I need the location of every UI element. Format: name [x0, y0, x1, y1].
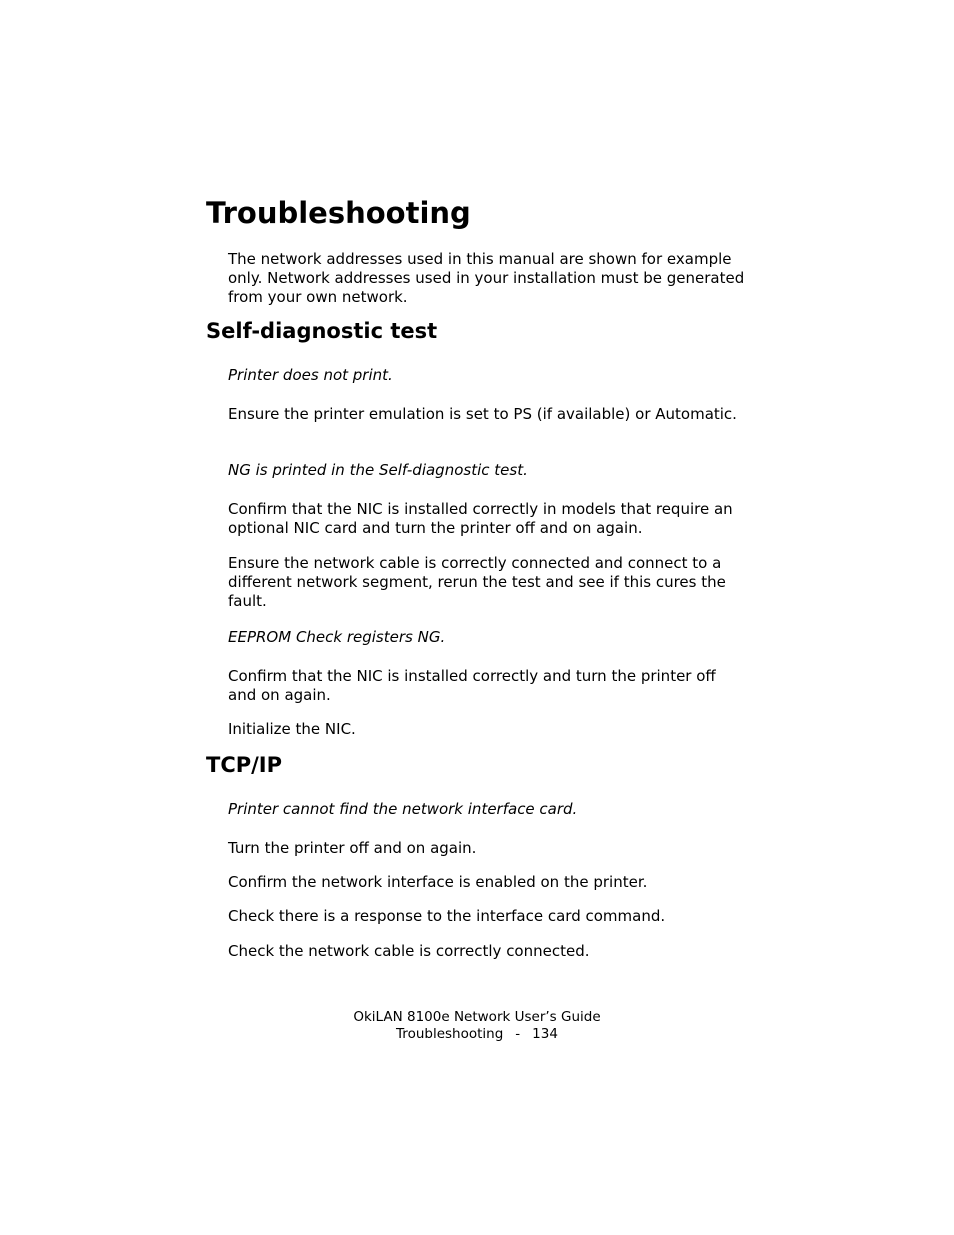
solution-initialize-nic: Initialize the NIC. — [228, 720, 356, 738]
problem-printer-does-not-print: Printer does not print. — [228, 366, 393, 384]
footer-section: Troubleshooting — [396, 1026, 504, 1042]
footer-guide-title: OkiLAN 8100e Network User’s Guide — [353, 1009, 601, 1025]
problem-eeprom-check: EEPROM Check registers NG. — [228, 628, 446, 646]
solution-emulation: Ensure the printer emulation is set to PS (if available) or Automatic. — [228, 405, 737, 423]
footer-separator: - — [515, 1026, 521, 1042]
footer-page-info — [0, 1026, 954, 1043]
solution-card-response: Check there is a response to the interface card command. — [228, 907, 666, 925]
problem-ng-printed: NG is printed in the Self-diagnostic test. — [228, 461, 528, 479]
section-heading-self-diagnostic: Self-diagnostic test — [206, 319, 438, 343]
problem-cannot-find-nic: Printer cannot find the network interface card. — [228, 800, 578, 818]
footer-page-number: 134 — [532, 1026, 558, 1042]
solution-cable-connected: Check the network cable is correctly connected. — [228, 942, 590, 960]
section-heading-tcpip: TCP/IP — [206, 753, 283, 777]
solution-nic-installed: Confirm that the NIC is installed correctly in models that require an optional NIC card and turn the printer off and on again. — [228, 500, 733, 537]
solution-network-cable: Ensure the network cable is correctly connected and connect to a different network segment, rerun the test and see if this cures the fault. — [228, 554, 726, 610]
solution-interface-enabled: Confirm the network interface is enabled on the printer. — [228, 873, 648, 891]
page-title: Troubleshooting — [206, 196, 471, 230]
intro-paragraph: The network addresses used in this manual are shown for example only. Network addresses used in your installation must be generated from your own network. — [228, 250, 745, 306]
solution-nic-reinstall: Confirm that the NIC is installed correctly and turn the printer off and on again. — [228, 667, 716, 704]
solution-restart-printer: Turn the printer off and on again. — [228, 839, 477, 857]
